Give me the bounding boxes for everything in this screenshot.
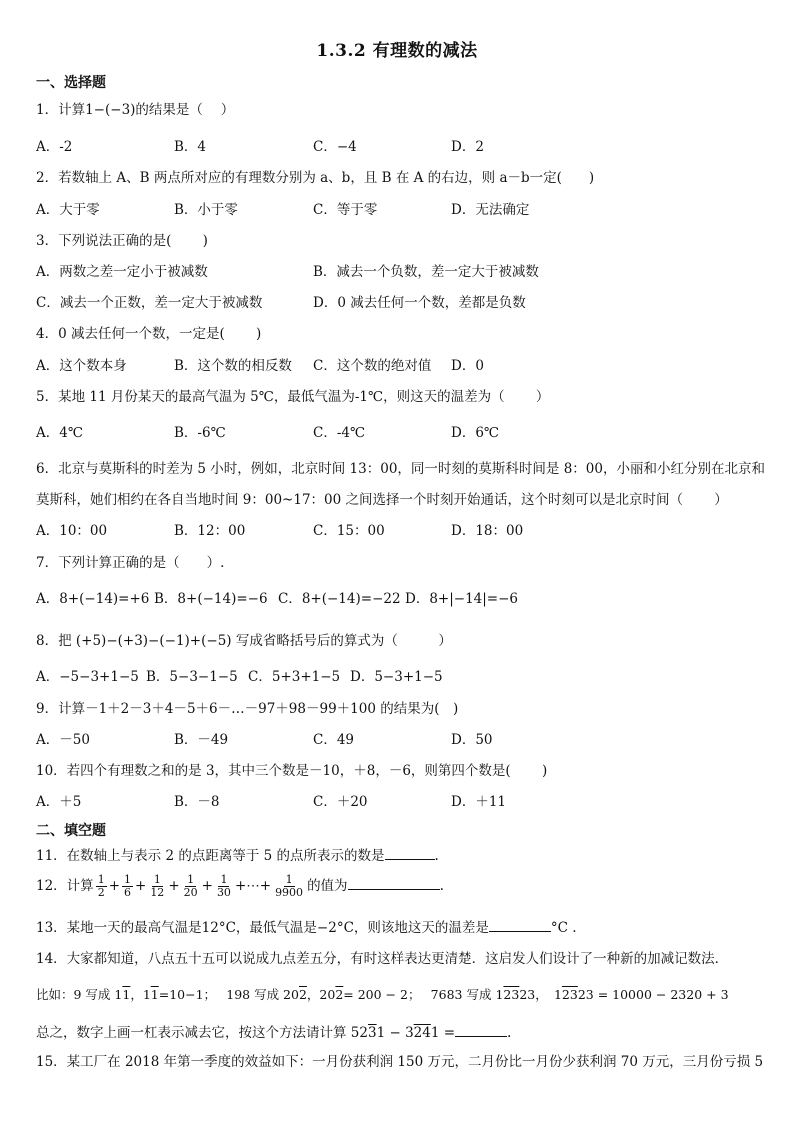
q4-option-d: D．0 [451,358,484,374]
q3-option-b: B．减去一个负数，差一定大于被减数 [313,264,539,280]
q8-option-a: A．−5−3+1−5 [36,669,139,685]
question-2: 2．若数轴上 A、B 两点所对应的有理数分别为 a、b，且 B 在 A 的右边，则 a－b一定( ) [36,170,595,186]
q1-option-b: B．4 [174,139,207,155]
question-6-line-1: 6．北京与莫斯科的时差为 5 小时，例如，北京时间 13：00，同一时刻的莫斯科时间是 8：00，小丽和小红分别在北京和 [36,461,765,477]
answer-blank-14[interactable] [455,1022,507,1037]
q7-option-d: D．8+|−14|=−6 [405,591,519,607]
question-11: 11．在数轴上与表示 2 的点距离等于 5 的点所表示的数是 . [36,845,439,866]
question-3: 3．下列说法正确的是( ) [36,233,208,249]
q9-option-b: B．－49 [174,732,229,748]
q2-option-c: C．等于零 [313,202,378,218]
q8-option-c: C．5+3+1−5 [248,669,341,685]
fraction: $\frac{1}{30}$ [216,873,231,899]
answer-blank-12[interactable] [348,875,440,890]
q8-option-d: D．5−3+1−5 [350,669,443,685]
q5-option-d: D．6℃ [451,425,500,441]
fraction: $\frac{1}{12}$ [150,873,165,899]
q7-option-b: B．8+(−14)=−6 [154,591,268,607]
question-14-line-2: 比如：9 写成 11，11=10−1； 198 写成 202，202= 200 − 2； 7683 写成 12323， 12323 = 10000 − 2320 + 3 [36,987,729,1002]
question-9: 9．计算－1＋2－3＋4－5＋6－…－97＋98－99＋100 的结果为( ) [36,701,459,717]
question-12: 12．计算 $\frac{1}{2}$ + $\frac{1}{6}$ + $\frac{1}{12}$ + $\frac{1}{20}$ + $\frac{1}{30}$ +⋯+ $\frac{1}{9900}$ 的值为 . [36,873,444,899]
q4-option-c: C．这个数的绝对值 [313,358,432,374]
q6-option-b: B．12：00 [174,523,246,539]
q3-option-c: C．减去一个正数，差一定大于被减数 [36,295,263,311]
q10-option-c: C．＋20 [313,794,368,810]
question-8: 8．把 (+5)−(+3)−(−1)+(−5) 写成省略括号后的算式为（ ） [36,633,452,649]
question-1: 1．计算1−(−3)的结果是（ ） [36,102,235,118]
q6-option-a: A．10：00 [36,523,108,539]
question-15: 15．某工厂在 2018 年第一季度的效益如下：一月份获利润 150 万元，二月份比一月份少获利润 70 万元，三月份亏损 5 [36,1054,764,1070]
question-10: 10．若四个有理数之和的是 3，其中三个数是－10，＋8，－6，则第四个数是( ) [36,763,548,779]
q10-option-a: A．＋5 [36,794,82,810]
q9-option-a: A．－50 [36,732,90,748]
q4-option-a: A．这个数本身 [36,358,127,374]
q8-option-b: B．5−3−1−5 [146,669,238,685]
q3-option-a: A．两数之差一定小于被减数 [36,264,208,280]
q2-option-a: A．大于零 [36,202,100,218]
q6-option-d: D．18：00 [451,523,524,539]
q10-option-d: D．＋11 [451,794,507,810]
question-7: 7．下列计算正确的是（ ）. [36,555,225,571]
q9-option-c: C．49 [313,732,355,748]
q3-option-d: D．0 减去任何一个数，差都是负数 [313,295,526,311]
section-heading-fill: 二、填空题 [36,823,106,839]
q4-option-b: B．这个数的相反数 [174,358,292,374]
q7-option-c: C．8+(−14)=−22 [278,591,401,607]
q9-option-d: D．50 [451,732,493,748]
q6-option-c: C．15：00 [313,523,385,539]
q1-option-a: A．-2 [36,139,73,155]
q5-option-b: B．-6℃ [174,425,226,441]
question-14-line-3: 总之，数字上画一杠表示减去它，按这个方法请计算 5231 − 3241 = . [36,1022,511,1043]
page-title: 1.3.2 有理数的减法 [316,41,478,61]
section-heading-choice: 一、选择题 [36,75,106,91]
q5-option-c: C．-4℃ [313,425,366,441]
q5-option-a: A．4℃ [36,425,83,441]
fraction: $\frac{1}{6}$ [124,873,131,899]
q1-option-c: C．−4 [313,139,357,155]
answer-blank-13[interactable] [489,917,551,932]
question-4: 4．0 减去任何一个数，一定是( ) [36,326,262,342]
q2-option-d: D．无法确定 [451,202,530,218]
q7-option-a: A．8+(−14)=+6 [36,591,150,607]
question-13: 13．某地一天的最高气温是12°C，最低气温是−2°C，则该地这天的温差是 °C . [36,917,577,938]
question-14-line-1: 14．大家都知道，八点五十五可以说成九点差五分，有时这样表达更清楚．这启发人们设计了一种新的加减记数法． [36,951,729,967]
fraction: $\frac{1}{20}$ [183,873,198,899]
q1-option-d: D．2 [451,139,484,155]
answer-blank-11[interactable] [385,845,435,860]
q10-option-b: B．－8 [174,794,220,810]
question-6-line-2: 莫斯科，她们相约在各自当地时间 9：00~17：00 之间选择一个时刻开始通话，这个时刻可以是北京时间（ ） [36,492,728,508]
q2-option-b: B．小于零 [174,202,238,218]
question-5: 5．某地 11 月份某天的最高气温为 5℃，最低气温为-1℃，则这天的温差为（ ） [36,389,550,405]
fraction: $\frac{1}{9900}$ [275,873,304,899]
question-11-text: 11．在数轴上与表示 2 的点距离等于 5 的点所表示的数是 [36,848,385,864]
fraction: $\frac{1}{2}$ [97,873,105,899]
